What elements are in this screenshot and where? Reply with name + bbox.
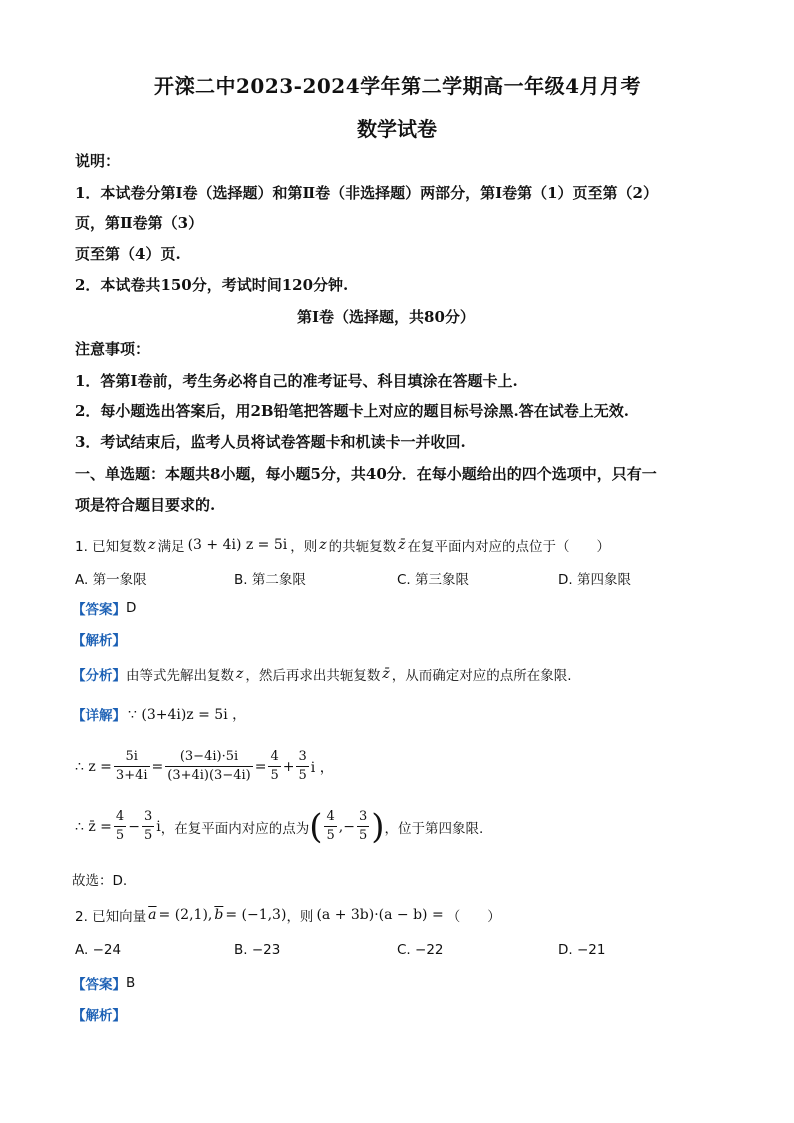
frac-denominator: 5 [270,768,279,783]
q2-answer-value: B [126,975,136,991]
section1-line-1: 一、单选题：本题共8小题，每小题5分，共40分．在每小题给出的四个选项中，只有一 [75,465,657,483]
comma-minus: ,− [338,818,355,835]
q1-var-z-2: z [319,537,327,553]
notes-item-2: 2．本试卷共150分，考试时间120分钟. [75,276,349,294]
q1-cond-label: 满足 [157,539,185,555]
q2-vector-a-value: = (2,1), [158,907,213,923]
q1-detail-eq: ∵ (3+4i)z = 5i ， [128,707,247,723]
q1-solution-step-2 [75,748,334,785]
minus-sign: − [128,818,140,835]
q1-step2-fraction-2 [165,748,252,785]
part1-heading: 第Ⅰ卷（选择题，共80分） [297,308,475,326]
q1-fenxi-text-2: ，然后再求出共轭复数 [245,668,381,684]
notes-item-1b: 页，第Ⅱ卷第（3） [75,214,204,232]
q2-prefix: 2. 已知向量 [75,909,147,925]
frac-denominator: 5 [358,828,368,843]
attention-item-3: 3．考试结束后，监考人员将试卷答题卡和机读卡一并收回. [75,433,466,451]
exam-subtitle: 数学试卷 [357,117,437,141]
q1-tail: 在复平面内对应的点位于（ ） [407,539,611,555]
q2-expression: (a + 3b)·(a − b) = [316,907,444,923]
q1-step3-tail: ，位于第四象限. [384,820,484,837]
plus-sign: + [282,758,295,775]
q2-analysis-tag: 【解析】 [72,1008,126,1024]
left-paren: ( [309,806,323,847]
right-paren: ) [371,806,385,847]
notes-heading: 说明： [75,152,121,170]
q1-option-d: D. 第四象限 [558,572,631,588]
notes-item-1c: 页至第（4）页. [75,245,181,263]
frac-denominator: 5 [115,828,125,843]
q1-fenxi-z: z [236,666,244,682]
exam-title: 开滦二中2023-2024学年第二学期高一年级4月月考 [154,74,642,98]
frac-denominator: 5 [143,828,153,843]
equals-sign: = [254,758,267,775]
frac-numerator: 5i [125,749,138,764]
q1-detail-line-1 [72,704,246,724]
q1-step2-lead: ∴ z = [75,758,112,775]
q1-step2-fraction-4 [296,748,308,785]
frac-denominator: (3+4i)(3−4i) [167,768,251,783]
q1-step3-text: ，在复平面内对应的点为 [160,820,310,837]
q1-fenxi [72,664,572,684]
frac-numerator: 3 [143,809,153,824]
frac-numerator: 4 [270,749,279,764]
frac-denominator: 5 [326,828,335,843]
q1-step2-fraction-3 [268,748,280,785]
q1-fenxi-tag: 【分析】 [72,668,126,684]
attention-item-1: 1．答第Ⅰ卷前，考生务必将自己的准考证号、科目填涂在答题卡上. [75,372,518,390]
q1-condition: (3 + 4i) z = 5i [187,537,288,553]
q1-answer-value: D [126,600,137,616]
section1-line-2: 项是符合题目要求的. [75,496,216,514]
q1-mid: ，则 [290,539,318,555]
q1-option-c: C. 第三象限 [397,572,470,588]
vector-b: $\overline{b}$ [214,907,224,923]
q1-point-y [357,808,369,845]
imaginary-unit: i ， [310,759,334,776]
attention-heading: 注意事项： [75,340,151,358]
vector-a: $\overline{a}$ [148,907,157,923]
q1-var-z: z [148,537,156,553]
q1-answer-tag: 【答案】 [72,602,126,618]
frac-numerator: 3 [358,809,368,824]
q1-step3-lead: ∴ z̄ = [75,818,112,835]
q2-option-d: D. −21 [558,942,606,958]
q1-stem [75,532,610,558]
q1-step3-fraction-1 [114,808,126,845]
q1-point-x [324,808,336,845]
q1-step2-fraction-1 [114,748,150,785]
notes-item-1a: 1．本试卷分第Ⅰ卷（选择题）和第Ⅱ卷（非选择题）两部分，第Ⅰ卷第（1）页至第（2） [75,184,658,202]
q1-fenxi-zbar: z̄ [382,666,390,682]
q2-stem [75,902,501,928]
attention-item-2: 2．每小题选出答案后，用2B铅笔把答题卡上对应的题目标号涂黑.答在试卷上无效. [75,402,630,420]
q1-fenxi-text-3: ，从而确定对应的点所在象限. [391,668,572,684]
q1-answer [72,598,136,618]
frac-denominator: 3+4i [115,768,148,783]
frac-denominator: 5 [298,768,307,783]
frac-numerator: 4 [326,809,335,824]
q2-tail: （ ） [446,909,501,925]
frac-numerator: (3−4i)·5i [179,749,239,764]
q1-choice: 故选：D. [72,873,128,889]
q2-mid: ，则 [286,909,314,925]
q1-analysis-tag: 【解析】 [72,633,126,649]
q2-option-a: A. −24 [75,942,122,958]
frac-numerator: 4 [115,809,125,824]
frac-numerator: 3 [298,749,307,764]
q1-prefix: 1. 已知复数 [75,539,147,555]
q1-solution-step-3 [75,808,483,845]
equals-sign: = [151,758,164,775]
q1-step3-fraction-2 [142,808,154,845]
q1-zbar: z̄ [398,537,406,553]
q2-option-c: C. −22 [397,942,444,958]
q2-vector-b-value: = (−1,3) [225,907,287,923]
q2-answer-tag: 【答案】 [72,977,126,993]
q1-mid2: 的共轭复数 [328,539,397,555]
q2-option-b: B. −23 [234,942,281,958]
q1-option-b: B. 第二象限 [234,572,306,588]
imaginary-unit: i [156,818,161,835]
q1-detail-tag: 【详解】 [72,708,126,724]
q1-option-a: A. 第一象限 [75,572,147,588]
q2-answer [72,973,135,993]
q1-fenxi-text-1: 由等式先解出复数 [126,668,234,684]
